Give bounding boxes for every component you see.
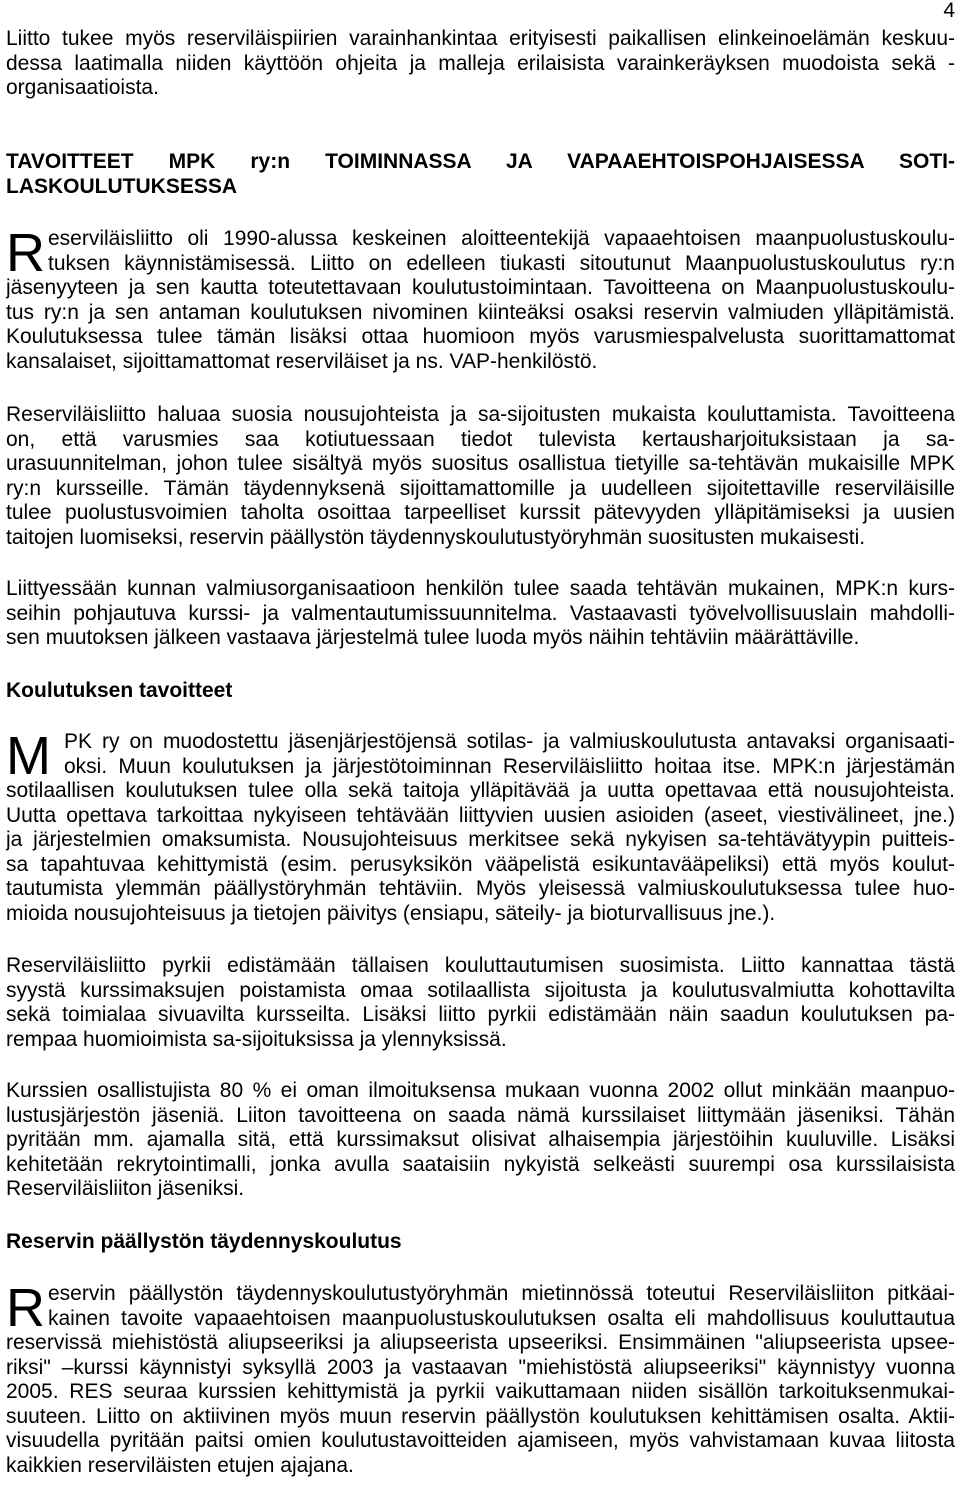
paragraph-officer-training [6,1278,955,1478]
text-line: eserviläisliitto oli 1990-alussa keskeinen aloitteentekijä vapaaehtoisen maanpuolustuskoulu- [48,227,955,250]
paragraph-mpk-membership [6,223,955,374]
section-heading-officer-training [6,1230,955,1255]
text-line: sotilaallisen koulutuksen tulee olla sekä taitoja ylläpitävää ja uutta opettavaa että nousujohteista. [6,779,955,802]
text-line: sa tapahtuvaa kehittymistä (esim. perusyksikön vääpelistä esikuntavääpeliksi) että myös koulut- [6,852,955,876]
text-line: reservissä miehistöstä aliupseeriksi ja aliupseerista upseeriksi. Ensimmäinen "aliupseerista upsee- [6,1331,955,1354]
heading-line: LASKOULUTUKSESSA [6,174,238,198]
paragraph-course-fees [6,954,955,1052]
text-line: kainen tavoite vapaaehtoisen maanpuolustuskoulutuksen osalta eli mahdollisuus kouluttautua [48,1306,955,1330]
text-line: riksi" –kurssi käynnistyi syksyllä 2003 ja vastaavan "miehistöstä aliupseeriksi" käynnistyy vuonna [6,1355,955,1379]
text-line: jäsenyyteen ja sen kautta toteutettavaan koulutustoimintaan. Tavoitteena on Maanpuolustuskoulu- [6,276,955,299]
drop-cap: M [6,726,51,786]
paragraph-progressive-training [6,403,955,550]
text-line: dessa laatimalla niiden käyttöön ohjeita ja malleja erilaisista varainkeräyksen muodoista sekä - [6,51,955,75]
section-heading-training-goals [6,679,955,704]
drop-cap: R [6,223,45,283]
text-line: suuteen. Liitto on aktiivinen myös muun reservin päällystön koulutuksen kehittämisen osalta. Aktii- [6,1404,955,1428]
paragraph-mpk-role [6,726,955,926]
text-line: visuudella pyritään paitsi omien koulutustavoitteiden ajamiseen, myös vahvistamaan kuvaa liitosta [6,1429,955,1452]
text-line: eservin päällystön täydennyskoulutustyöryhmän mietinnössä toteutui Reserviläisliiton pitkäai- [48,1282,955,1305]
text-line: Reserviläisliitto haluaa suosia nousujohteista ja sa-sijoitusten mukaista kouluttamista. Tavoitteena [6,403,955,426]
text-line: sekä toimialaa sivuavilta kursseilta. Lisäksi liitto pyrkii edistämään näin saadun koulutuksen pa- [6,1003,955,1026]
page-number: 4 [943,0,955,22]
paragraph-intro [6,27,955,101]
text-line: Koulutuksessa tulee tämän lisäksi ottaa huomioon myös varusmiespalvelusta suorittamattomat [6,325,955,348]
text-line: urasuunnitelman, johon tulee sisältyä myös suositus osallistua tietyille sa-tehtävän mukaisille MPK [6,452,955,475]
heading-line: Reservin päällystön täydennyskoulutus [6,1230,402,1253]
paragraph-municipal-preparedness [6,577,955,651]
text-line: lustusjärjestön jäseniä. Liiton tavoitteena on saada nämä kurssilaiset liittymään jäseniksi. Tähän [6,1103,955,1127]
text-line: tuksen käynnistämisessä. Liitto on edelleen tiukasti sitoutunut Maanpuolustuskoulutus ry:n [48,251,955,275]
text-line: mioida nousujohteisuus ja tietojen päivitys (ensiapu, säteily- ja bioturvallisuus jne.). [6,901,776,925]
paragraph-membership-recruitment [6,1079,955,1202]
text-line: kansalaiset, sijoittamattomat reserviläiset ja ns. VAP-henkilöstö. [6,349,598,373]
section-heading-mpk [6,150,955,199]
text-line: 2005. RES seuraa kurssien kehittymistä ja pyrkii vaikuttamaan niiden sisällön tarkoituksenmukai- [6,1380,955,1403]
text-line: kaikkien reserviläisten etujen ajajana. [6,1453,354,1477]
text-line: PK ry on muodostettu jäsenjärjestöjensä sotilas- ja valmiuskoulutusta antavaksi organisaati- [64,730,955,753]
text-line: oksi. Muun koulutuksen ja järjestötoiminnan Reserviläisliitto hoitaa itse. MPK:n järjestämän [64,754,955,778]
text-line: sen muutoksen jälkeen vastaava järjestelmä tulee luoda myös näihin tehtäviin määrättäville. [6,626,860,649]
text-line: ja järjestelmien omaksumista. Nousujohteisuus merkitsee sekä nykyisen sa-tehtävätyypin puitteis- [6,828,955,851]
text-line: taitojen luomiseksi, reservin päällystön täydennyskoulutustyöryhmän suositusten mukaisesti. [6,525,866,549]
heading-line: TAVOITTEET MPK ry:n TOIMINNASSA JA VAPAAEHTOISPOHJAISESSA SOTI- [6,150,955,173]
heading-line: Koulutuksen tavoitteet [6,679,233,702]
text-line: Reserviläisliitto pyrkii edistämään tällaisen kouluttautumisen suosimista. Liitto kannattaa tästä [6,954,955,977]
drop-cap: R [6,1278,45,1338]
text-line: Reserviläisliiton jäseniksi. [6,1177,245,1200]
text-line: seihin pohjautuva kurssi- ja valmentautumissuunnitelma. Vastaavasti työvelvollisuuslain mahdolli- [6,601,955,625]
text-line: tautumista ylemmän päällystöryhmän tehtäviin. Myös yleisessä valmiuskoulutuksessa tulee huo- [6,877,955,900]
text-line: organisaatioista. [6,76,159,99]
text-line: syystä kurssimaksujen poistamista omaa sotilaallista sijoitusta ja koulutusvalmiutta kohottavilta [6,978,955,1002]
text-line: ry:n kursseille. Tämän täydennyksenä sijoittamattomille ja uudelleen sijoitettaville reserviläisille [6,476,955,500]
text-line: kehitetään rekrytointimalli, jonka avulla saataisiin nykyistä selkeästi suurempi osa kurssilaisista [6,1152,955,1176]
text-line: on, että varusmies saa kotiutuessaan tiedot tulevista kertausharjoituksistaan ja sa- [6,427,955,451]
text-line: pyritään mm. ajamalla sitä, että kurssimaksut olisivat alhaisempia järjestöihin kuuluville. Lisäksi [6,1128,955,1151]
text-line: Liitto tukee myös reserviläispiirien varainhankintaa erityisesti paikallisen elinkeinoelämän keskuu- [6,27,955,50]
text-line: rempaa huomioimista sa-sijoituksissa ja ylennyksissä. [6,1027,507,1051]
text-line: tulee puolustusvoimien taholta osoittaa tarpeelliset kurssit pätevyyden ylläpitämiseksi ja uusien [6,501,955,524]
text-line: Liittyessään kunnan valmiusorganisaatioon henkilön tulee saada tehtävän mukainen, MPK:n kurs- [6,577,955,600]
text-line: tus ry:n ja sen antaman koulutuksen nivominen kiinteäksi osaksi reservin valmiuden ylläpitämistä. [6,300,955,324]
text-line: Uutta opettava tarkoittaa nykyiseen tehtävään liittyvien uusien asioiden (aseet, viestivälineet, jne.) [6,803,955,827]
text-line: Kurssien osallistujista 80 % ei oman ilmoituksensa mukaan vuonna 2002 ollut minkään maanpuo- [6,1079,955,1102]
